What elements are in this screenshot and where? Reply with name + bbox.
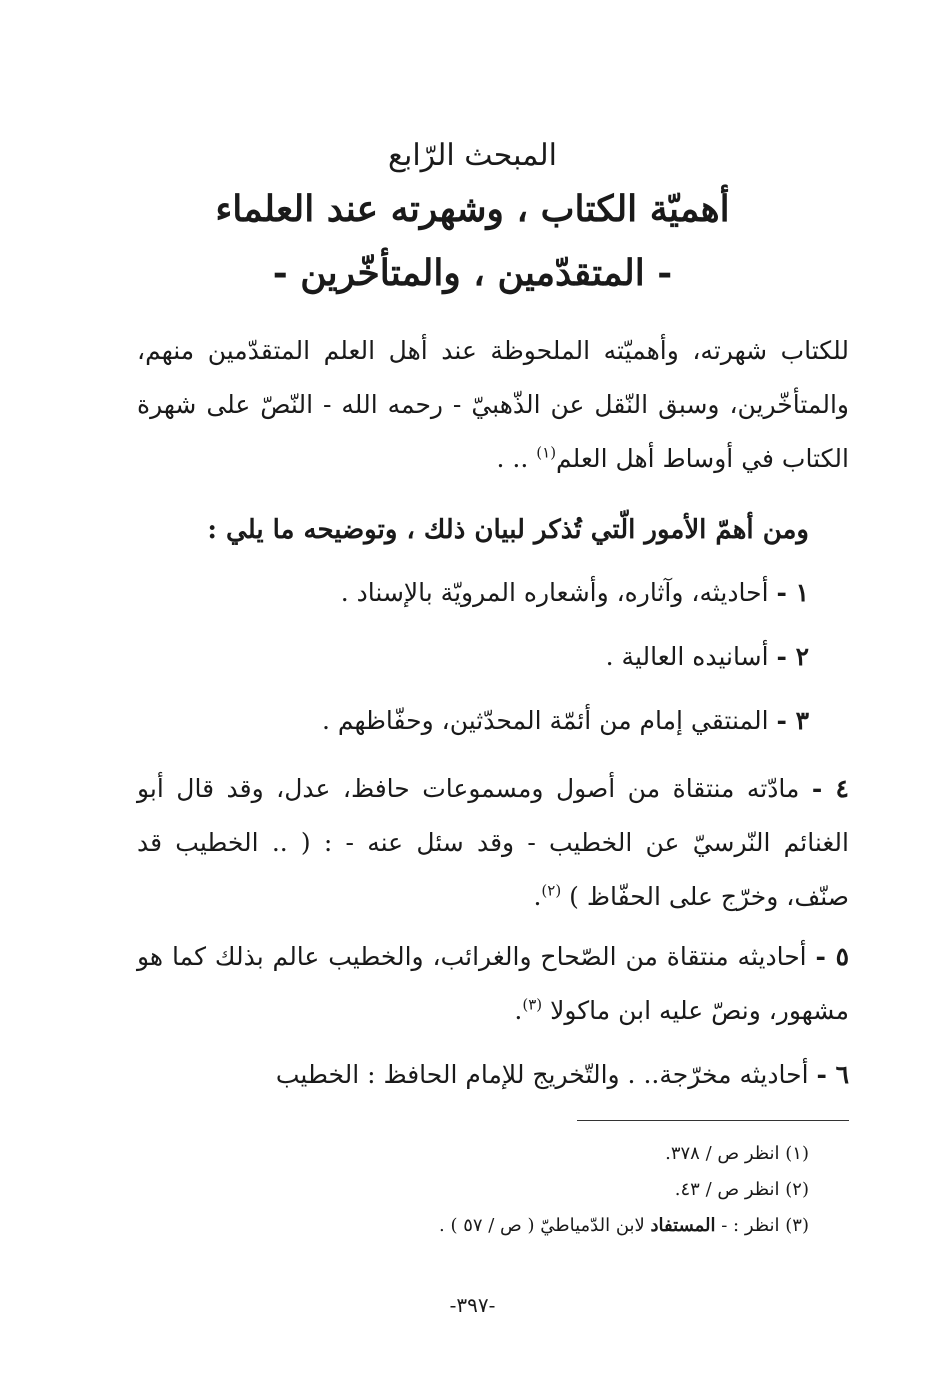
page-number: -٣٩٧- xyxy=(449,1293,496,1317)
item-number: ٥ - xyxy=(815,942,849,971)
intro-paragraph xyxy=(137,324,849,486)
item-number: ١ - xyxy=(776,578,809,607)
footnote-ref-3: (٣) xyxy=(522,995,543,1014)
item-text: مادّته منتقاة من أصول ومسموعات حافظ، عدل، وقد قال أبو الغنائم النّرسيّ عن الخطيب - وقد سئل عنه - : ( .. الخطيب قد صنّف، وخرّج على الحفّاظ ) xyxy=(137,774,849,911)
item-number: ٣ - xyxy=(776,706,809,735)
intro-text: للكتاب شهرته، وأهميّته الملحوظة عند أهل العلم المتقدّمين منهم، والمتأخّرين، وسبق النّقل عن الذّهبيّ - رحمه الله - النّصّ على شهرة الكتاب في أوساط أهل العلم xyxy=(137,336,849,473)
lead-sentence: ومن أهمّ الأمور الّتي تُذكر لبيان ذلك ، وتوضيحه ما يلي : xyxy=(207,515,809,545)
list-item xyxy=(137,1048,849,1102)
footnote-ref-2: (٢) xyxy=(541,881,562,900)
item-text: أحاديثه مخرّجة.. . والتّخريج للإمام الحافظ : الخطيب xyxy=(275,1060,817,1089)
list-item xyxy=(137,630,809,684)
list-item xyxy=(137,566,809,620)
item-tail: . xyxy=(514,996,523,1025)
list-item xyxy=(137,762,849,924)
item-number: ٢ - xyxy=(776,642,809,671)
item-number: ٤ - xyxy=(811,774,849,803)
footnote-ref-1: (١) xyxy=(536,443,557,462)
footnote-divider xyxy=(577,1120,849,1121)
footnote-3 xyxy=(137,1208,809,1244)
list-item xyxy=(137,930,849,1038)
footnote-3-book-title: المستفاد xyxy=(650,1215,716,1236)
chapter-title-line-2: - المتقدّمين ، والمتأخّرين - xyxy=(272,252,673,294)
item-number: ٦ - xyxy=(816,1060,849,1089)
chapter-title-line-1: أهميّة الكتاب ، وشهرته عند العلماء xyxy=(215,188,730,230)
intro-tail: .. . xyxy=(496,444,537,473)
item-text: أحاديثه، وآثاره، وأشعاره المرويّة بالإسناد . xyxy=(340,578,777,607)
section-label: المبحث الرّابع xyxy=(388,138,557,173)
item-text: أسانيده العالية . xyxy=(605,642,777,671)
list-item xyxy=(137,694,809,748)
footnote-3-suffix: لابن الدّمياطيّ ( ص / ٥٧ ) . xyxy=(439,1215,651,1236)
footnote-2: (٢) انظر ص / ٤٣. xyxy=(674,1179,809,1200)
footnote-3-prefix: (٣) انظر : - xyxy=(715,1215,809,1236)
item-text: أحاديثه منتقاة من الصّحاح والغرائب، والخطيب عالم بذلك كما هو مشهور، ونصّ عليه ابن ماكولا xyxy=(137,942,849,1025)
item-text: المنتقي إمام من أئمّة المحدّثين، وحفّاظهم . xyxy=(321,706,777,735)
item-tail: . xyxy=(533,882,542,911)
footnote-1: (١) انظر ص / ٣٧٨. xyxy=(665,1143,809,1164)
